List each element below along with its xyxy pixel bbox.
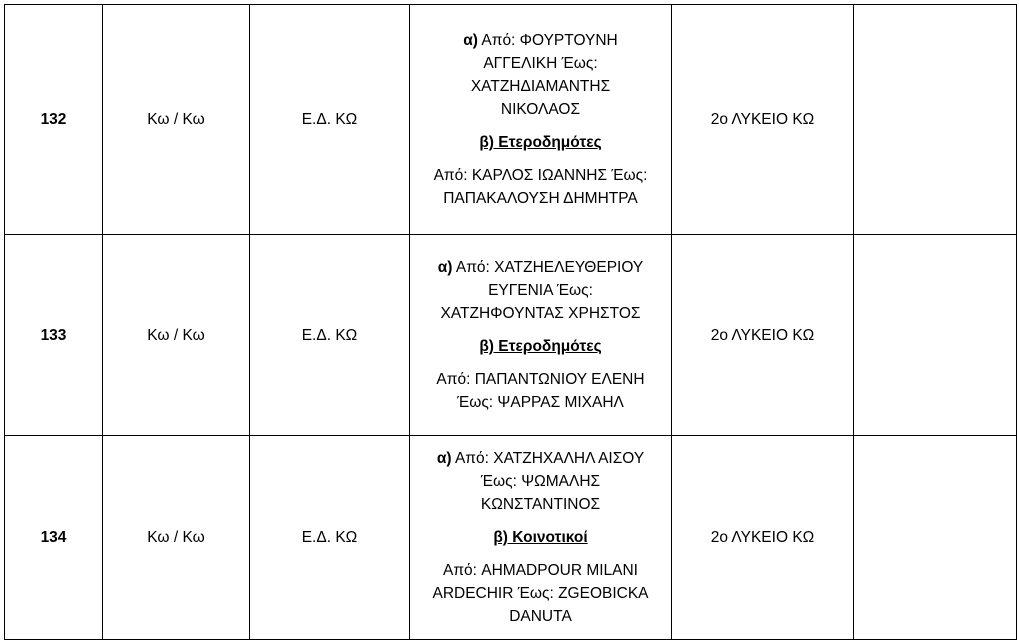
extra-cell — [854, 235, 1017, 436]
part-a-label: α) — [437, 259, 453, 276]
part-a — [410, 29, 671, 121]
voter-range-cell — [410, 235, 672, 436]
station-number: 132 — [40, 111, 67, 128]
electoral-unit: Ε.Δ. ΚΩ — [301, 529, 358, 546]
location-cell — [672, 5, 854, 235]
municipality: Κω / Κω — [147, 111, 205, 128]
part-a — [410, 447, 671, 516]
part-a-text: Από: ΧΑΤΖΗΧΑΛΗΛ ΑΙΣΟΥ Έως: ΨΩΜΑΛΗΣ ΚΩΝΣΤΑΝΤΙΝΟΣ — [454, 450, 645, 513]
voter-range-cell — [410, 5, 672, 235]
part-b-text: Από: ΠΑΠΑΝΤΩΝΙΟΥ ΕΛΕΝΗ Έως: ΨΑΡΡΑΣ ΜΙΧΑΗΛ — [436, 371, 645, 411]
municipality: Κω / Κω — [147, 529, 205, 546]
location-cell — [672, 235, 854, 436]
municipality: Κω / Κω — [147, 326, 205, 344]
table-row — [5, 235, 1017, 436]
location: 2ο ΛΥΚΕΙΟ ΚΩ — [710, 529, 815, 546]
station-number: 134 — [40, 529, 67, 546]
station-number: 133 — [40, 326, 67, 344]
location-cell — [672, 436, 854, 640]
extra-cell — [854, 5, 1017, 235]
polling-stations-table — [4, 4, 1017, 640]
electoral-unit-cell — [250, 436, 410, 640]
part-a — [410, 256, 671, 325]
municipality-cell — [103, 235, 250, 436]
table-row — [5, 5, 1017, 235]
part-b-text: Από: AHMADPOUR MILANI ARDECHIR Έως: ZGEOBICKA DANUTA — [432, 562, 649, 625]
electoral-unit: Ε.Δ. ΚΩ — [301, 111, 358, 128]
voter-range-cell — [410, 436, 672, 640]
part-a-label: α) — [436, 450, 452, 467]
part-b-text: Από: ΚΑΡΛΟΣ ΙΩΑΝΝΗΣ Έως: ΠΑΠΑΚΑΛΟΥΣΗ ΔΗΜΗΤΡΑ — [433, 167, 648, 207]
station-number-cell — [5, 5, 103, 235]
part-a-text: Από: ΦΟΥΡΤΟΥΝΗ ΑΓΓΕΛΙΚΗ Έως: ΧΑΤΖΗΔΙΑΜΑΝΤΗΣ ΝΙΚΟΛΑΟΣ — [470, 32, 618, 118]
municipality-cell — [103, 436, 250, 640]
location: 2ο ΛΥΚΕΙΟ ΚΩ — [710, 326, 815, 344]
station-number-cell — [5, 436, 103, 640]
municipality-cell — [103, 5, 250, 235]
part-a-label: α) — [463, 32, 478, 49]
part-b-title: β) Κοινοτικοί — [493, 529, 588, 546]
extra-cell — [854, 436, 1017, 640]
part-b-title: β) Ετεροδημότες — [479, 134, 602, 151]
electoral-unit-cell — [250, 235, 410, 436]
location: 2ο ΛΥΚΕΙΟ ΚΩ — [710, 111, 815, 128]
part-b-title: β) Ετεροδημότες — [479, 338, 602, 355]
table-row — [5, 436, 1017, 640]
station-number-cell — [5, 235, 103, 436]
part-a-text: Από: ΧΑΤΖΗΕΛΕΥΘΕΡΙΟΥ ΕΥΓΕΝΙΑ Έως: ΧΑΤΖΗΦΟΥΝΤΑΣ ΧΡΗΣΤΟΣ — [440, 259, 644, 322]
electoral-unit: Ε.Δ. ΚΩ — [301, 326, 358, 344]
electoral-unit-cell — [250, 5, 410, 235]
